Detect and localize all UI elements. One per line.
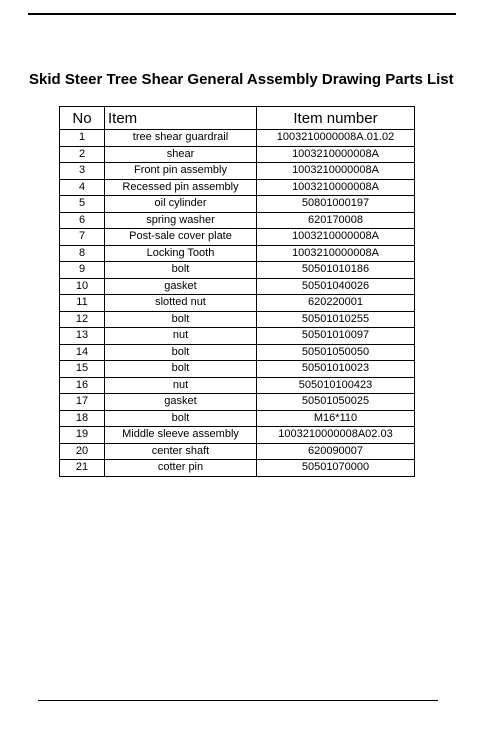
table-row xyxy=(60,361,415,378)
cell-item: cotter pin xyxy=(105,460,257,477)
cell-item: slotted nut xyxy=(105,295,257,312)
cell-item-number: 50501070000 xyxy=(257,460,415,477)
cell-item-number: 620170008 xyxy=(257,212,415,229)
cell-item: bolt xyxy=(105,262,257,279)
cell-item: oil cylinder xyxy=(105,196,257,213)
cell-item: Recessed pin assembly xyxy=(105,179,257,196)
cell-item-number: 50801000197 xyxy=(257,196,415,213)
table-row xyxy=(60,245,415,262)
cell-item-number: 620090007 xyxy=(257,443,415,460)
table-row xyxy=(60,229,415,246)
cell-item: shear xyxy=(105,146,257,163)
cell-item-number: 1003210000008A xyxy=(257,229,415,246)
table-row xyxy=(60,443,415,460)
cell-no: 1 xyxy=(60,130,105,147)
cell-item-number: 50501010097 xyxy=(257,328,415,345)
cell-item-number: 50501050050 xyxy=(257,344,415,361)
table-row xyxy=(60,179,415,196)
cell-item: spring washer xyxy=(105,212,257,229)
table-row xyxy=(60,130,415,147)
cell-item-number: 50501050025 xyxy=(257,394,415,411)
cell-no: 12 xyxy=(60,311,105,328)
table-row xyxy=(60,311,415,328)
cell-no: 20 xyxy=(60,443,105,460)
cell-item: bolt xyxy=(105,410,257,427)
cell-item-number: 50501010255 xyxy=(257,311,415,328)
table-row xyxy=(60,410,415,427)
bottom-rule xyxy=(38,700,438,701)
cell-item: center shaft xyxy=(105,443,257,460)
cell-no: 14 xyxy=(60,344,105,361)
cell-no: 3 xyxy=(60,163,105,180)
cell-item-number: M16*110 xyxy=(257,410,415,427)
cell-no: 4 xyxy=(60,179,105,196)
cell-item: nut xyxy=(105,328,257,345)
cell-no: 6 xyxy=(60,212,105,229)
cell-item-number: 50501010186 xyxy=(257,262,415,279)
cell-item: gasket xyxy=(105,394,257,411)
header-item: Item xyxy=(105,107,257,130)
cell-no: 13 xyxy=(60,328,105,345)
cell-item-number: 620220001 xyxy=(257,295,415,312)
cell-no: 19 xyxy=(60,427,105,444)
table-row xyxy=(60,427,415,444)
cell-item: gasket xyxy=(105,278,257,295)
cell-item-number: 1003210000008A.01.02 xyxy=(257,130,415,147)
table-row xyxy=(60,328,415,345)
cell-no: 18 xyxy=(60,410,105,427)
table-header-row xyxy=(60,107,415,130)
cell-item-number: 1003210000008A xyxy=(257,163,415,180)
table-row xyxy=(60,212,415,229)
cell-item-number: 1003210000008A xyxy=(257,146,415,163)
cell-item-number: 1003210000008A02.03 xyxy=(257,427,415,444)
cell-item: nut xyxy=(105,377,257,394)
cell-no: 17 xyxy=(60,394,105,411)
table-row xyxy=(60,163,415,180)
cell-no: 2 xyxy=(60,146,105,163)
table-row xyxy=(60,460,415,477)
table-row xyxy=(60,344,415,361)
cell-no: 11 xyxy=(60,295,105,312)
cell-item: tree shear guardrail xyxy=(105,130,257,147)
table-row xyxy=(60,278,415,295)
cell-no: 16 xyxy=(60,377,105,394)
table-row xyxy=(60,295,415,312)
cell-item: Front pin assembly xyxy=(105,163,257,180)
cell-no: 7 xyxy=(60,229,105,246)
cell-item: bolt xyxy=(105,344,257,361)
cell-no: 5 xyxy=(60,196,105,213)
cell-no: 8 xyxy=(60,245,105,262)
cell-item-number: 50501040026 xyxy=(257,278,415,295)
cell-no: 9 xyxy=(60,262,105,279)
parts-table xyxy=(59,106,415,477)
document-title: Skid Steer Tree Shear General Assembly Drawing Parts List xyxy=(29,71,454,88)
cell-item-number: 1003210000008A xyxy=(257,179,415,196)
cell-item-number: 1003210000008A xyxy=(257,245,415,262)
table-row xyxy=(60,196,415,213)
table-body xyxy=(60,130,415,477)
top-rule xyxy=(28,13,456,15)
table-row xyxy=(60,146,415,163)
header-no: No xyxy=(60,107,105,130)
cell-no: 21 xyxy=(60,460,105,477)
table-row xyxy=(60,394,415,411)
cell-item: bolt xyxy=(105,311,257,328)
cell-item-number: 50501010023 xyxy=(257,361,415,378)
table-row xyxy=(60,262,415,279)
cell-item: Post-sale cover plate xyxy=(105,229,257,246)
cell-item: bolt xyxy=(105,361,257,378)
cell-no: 15 xyxy=(60,361,105,378)
header-item-number: Item number xyxy=(257,107,415,130)
cell-item-number: 505010100423 xyxy=(257,377,415,394)
cell-no: 10 xyxy=(60,278,105,295)
table-row xyxy=(60,377,415,394)
cell-item: Locking Tooth xyxy=(105,245,257,262)
cell-item: Middle sleeve assembly xyxy=(105,427,257,444)
